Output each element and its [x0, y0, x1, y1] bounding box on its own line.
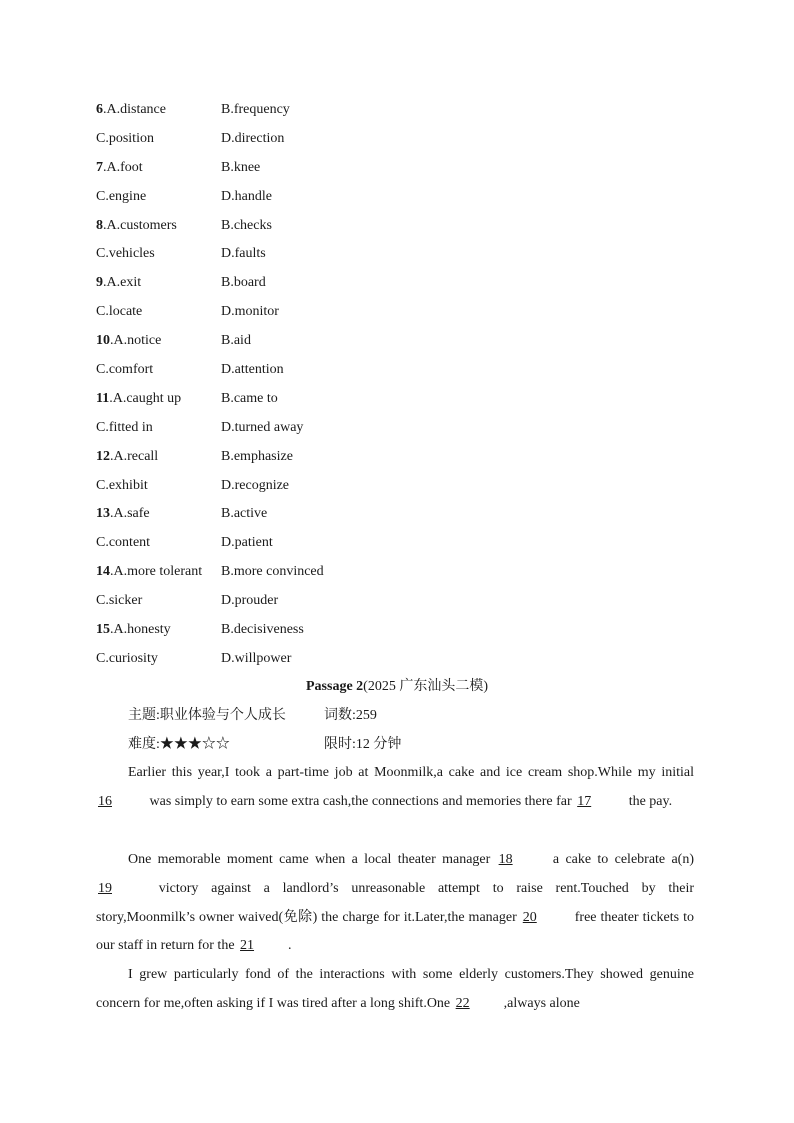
option-a [96, 616, 171, 645]
option-a-text: .A.exit [103, 275, 142, 291]
option-row [96, 587, 696, 616]
option-c: C.sicker [96, 593, 143, 609]
paragraph-text: victory against a landlord’s unreasonable attempt to raise rent.Touched by their story,Moonmilk’s owner waived(免除) the charge for it.Later,the manager [96, 880, 694, 925]
option-b: B.aid [221, 333, 251, 349]
passage-meta-row [128, 706, 377, 726]
option-c: C.fitted in [96, 419, 153, 435]
paragraph-2 [96, 846, 694, 961]
option-row [96, 645, 696, 674]
option-c: C.content [96, 535, 151, 551]
blank-17[interactable]: 17 [577, 793, 592, 809]
blank-19[interactable]: 19 [98, 880, 112, 896]
option-d: D.monitor [221, 304, 279, 320]
paragraph-1 [96, 759, 694, 817]
paragraph-text: I grew particularly fond of the interactions with some elderly customers.They showed genuine concern for me,often asking if I was tired after a long shift.One [96, 967, 694, 1011]
option-row [96, 240, 696, 269]
option-c: C.locate [96, 304, 143, 320]
paragraph-text: Earlier this year,I took a part-time job at Moonmilk,a cake and ice cream shop.While my initial [128, 765, 694, 780]
option-b: B.board [221, 275, 266, 291]
option-c: C.comfort [96, 362, 154, 378]
question-number: 10 [96, 333, 110, 349]
passage-title-text: Passage 2 [306, 679, 364, 694]
question-number: 11 [96, 390, 110, 406]
option-a-text: .A.distance [103, 102, 166, 117]
option-c: C.vehicles [96, 246, 155, 262]
option-row [96, 472, 696, 501]
option-a [96, 558, 202, 587]
option-a [96, 269, 141, 298]
option-c: C.position [96, 130, 154, 146]
option-row [96, 269, 696, 298]
option-row [96, 500, 696, 529]
option-a [96, 96, 166, 125]
paragraph-text: ,always alone [503, 995, 580, 1011]
question-number: 7 [96, 159, 103, 175]
option-a-text: .A.recall [110, 448, 159, 464]
question-number: 12 [96, 448, 110, 464]
passage-source: (2025 广东汕头二模) [363, 679, 488, 694]
option-d: D.attention [221, 362, 284, 378]
option-a [96, 327, 161, 356]
option-row [96, 183, 696, 212]
option-row [96, 154, 696, 183]
paragraph-text: the pay. [625, 793, 673, 809]
option-b: B.active [221, 506, 268, 522]
option-a-text: .A.foot [103, 159, 143, 175]
question-number: 14 [96, 564, 110, 580]
blank-18[interactable]: 18 [498, 852, 513, 867]
option-a [96, 212, 177, 241]
option-row [96, 558, 696, 587]
difficulty-rating: 难度:★★★☆☆ [128, 737, 230, 752]
option-b: B.emphasize [221, 448, 293, 464]
theme-label: 主题:职业体验与个人成长 [128, 708, 286, 723]
paragraph-text: free theater tickets to our staff in return for the [96, 909, 694, 954]
option-a [96, 443, 158, 472]
option-d: D.patient [221, 535, 273, 551]
option-row [96, 125, 696, 154]
option-row [96, 356, 696, 385]
question-number: 8 [96, 217, 103, 233]
paragraph-text: . [288, 938, 292, 954]
option-d: D.turned away [221, 419, 304, 435]
blank-20[interactable]: 20 [522, 909, 537, 925]
passage-meta-row [128, 735, 402, 755]
option-d: D.recognize [221, 477, 290, 493]
option-a [96, 154, 143, 183]
option-row [96, 414, 696, 443]
option-row [96, 298, 696, 327]
option-a-text: .A.caught up [109, 390, 182, 406]
option-d: D.faults [221, 246, 266, 262]
answer-options [96, 96, 696, 674]
option-b: B.more convinced [221, 564, 324, 580]
question-number: 15 [96, 622, 110, 638]
question-number: 13 [96, 506, 110, 522]
word-count: 词数:259 [324, 708, 377, 723]
option-b: B.frequency [221, 102, 290, 117]
blank-21[interactable]: 21 [240, 938, 255, 954]
option-b: B.decisiveness [221, 622, 304, 638]
option-d: D.direction [221, 130, 285, 146]
option-d: D.handle [221, 188, 272, 204]
time-limit: 限时:12 分钟 [324, 737, 402, 752]
passage-title [0, 676, 794, 698]
option-a-text: .A.safe [110, 506, 150, 522]
option-c: C.exhibit [96, 477, 148, 493]
option-row [96, 529, 696, 558]
question-number: 9 [96, 275, 103, 291]
option-a-text: .A.more tolerant [110, 564, 203, 580]
option-b: B.knee [221, 159, 261, 175]
option-b: B.checks [221, 217, 272, 233]
question-number: 6 [96, 102, 103, 117]
option-row [96, 443, 696, 472]
paragraph-text: One memorable moment came when a local theater manager [128, 852, 497, 867]
paragraph-3 [96, 961, 694, 1019]
option-row [96, 212, 696, 241]
option-d: D.prouder [221, 593, 279, 609]
option-c: C.engine [96, 188, 147, 204]
option-row [96, 96, 696, 125]
option-row [96, 327, 696, 356]
option-row [96, 385, 696, 414]
option-a-text: .A.honesty [110, 622, 171, 638]
blank-16[interactable]: 16 [98, 793, 112, 809]
blank-22[interactable]: 22 [455, 995, 470, 1011]
option-c: C.curiosity [96, 650, 158, 666]
option-row [96, 616, 696, 645]
paragraph-text: was simply to earn some extra cash,the connections and memories there far [146, 793, 576, 809]
paragraph-text: a cake to celebrate a(n) [546, 852, 694, 867]
option-a [96, 385, 181, 414]
option-b: B.came to [221, 390, 278, 406]
option-d: D.willpower [221, 650, 292, 666]
option-a-text: .A.notice [110, 333, 162, 349]
option-a-text: .A.customers [103, 217, 177, 233]
option-a [96, 500, 150, 529]
